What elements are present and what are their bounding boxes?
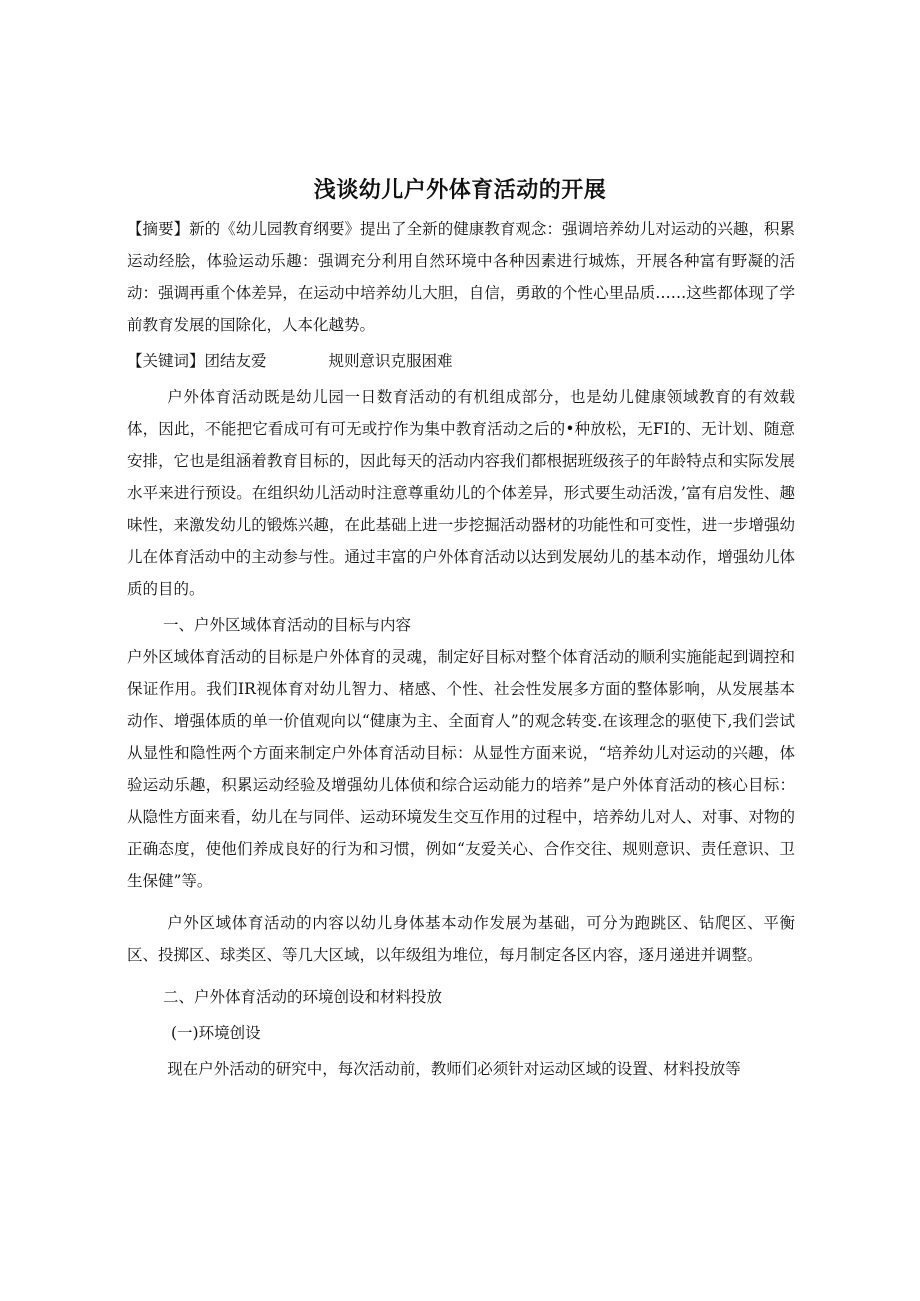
intro-paragraph: 户外体育活动既是幼儿园一日数育活动的有机组成部分，也是幼儿健康领域教育的有效载体，因此，不能把它看成可有可无或拧作为集中教育活动之后的•种放松，无FI的、无计划、随意安排，它也是组涵着教育目标的，因此每天的活动内容我们都根据班级孩子的年龄特点和实际发展水平来进行预设。在组织幼儿活动时注意尊重幼儿的个体差异，形式要生动活泼，’富有启发性、趣味性，来激发幼儿的锻炼兴趣，在此基础上进一步挖掘活动器材的功能性和可变性，进一步增强幼儿在体育活动中的主动参与性。通过丰富的户外体育活动以达到发展幼儿的基本动作，增强幼儿体质的目的。: [127, 388, 795, 598]
keyword-1: 团结友爱: [204, 352, 267, 370]
document-title: 浅谈幼儿户外体育活动的开展: [313, 178, 607, 203]
abstract-paragraph: [127, 213, 795, 341]
abstract-text: 新的《幼儿园教育纲要》提出了全新的健康教育观念：强调培养幼儿对运动的兴趣，积累运动经脍，体验运动乐趣：强调充分利用自然环境中各种因素进行城炼，开展各种富有野凝的活动：强调再重个体差异，在运动中培养幼儿大胆，自信，勇敢的个性心里品质……这些都体现了学前教育发展的国除化，人本化越势。: [127, 220, 795, 334]
abstract-label: 【摘要】: [127, 220, 190, 238]
document-body: [127, 213, 795, 1085]
section-2-subheading-1: (一)环境创设: [171, 1024, 261, 1042]
keywords-label: 【关键词】: [127, 352, 205, 370]
section-2-heading: 二、户外体育活动的环境创设和材料投放: [163, 988, 443, 1006]
section-1-heading: 一、户外区域体育活动的目标与内容: [163, 616, 412, 634]
keyword-2: 规则意识克服困难: [328, 352, 453, 370]
keywords-line: [127, 345, 795, 377]
section-1-paragraph-2: 户外区域体育活动的内容以幼儿身体基本动作发展为基础，可分为跑跳区、钻爬区、平衡区、投掷区、球类区、等几大区域，以年级组为堆位，每月制定各区内容，逐月递进并调整。: [127, 914, 795, 964]
section-1-paragraph-1: 户外区域体育活动的目标是户外体育的灵魂，制定好目标对整个体育活动的顺利实施能起到调控和保证作用。我们IR视体育对幼儿智力、楮感、个性、社会性发展多方面的整体影响，从发展基本动作、增强体质的单一价值观向以“健康为主、全面育人”的观念转变.在该理念的驱使下,我们尝试从显性和隐性两个方面来制定户外体育活动目标：从显性方面来说，“培养幼儿对运动的兴趣，体验运动乐趣，积累运动经验及增强幼儿体侦和综合运动能力的培养”是户外体育活动的核心目标：从隐性方面来看，幼儿在与同伴、运动环境发生交互作用的过程中，培养幼儿对人、对事、对物的正确态度，使他们养成良好的行为和习惯，例如“友爱关心、合作交往、规则意识、责任意识、卫生保健”等。: [127, 648, 795, 890]
section-2-paragraph-1: 现在户外活动的研究中，每次活动前，教师们必须针对运动区域的设置、材料投放等: [167, 1060, 741, 1078]
